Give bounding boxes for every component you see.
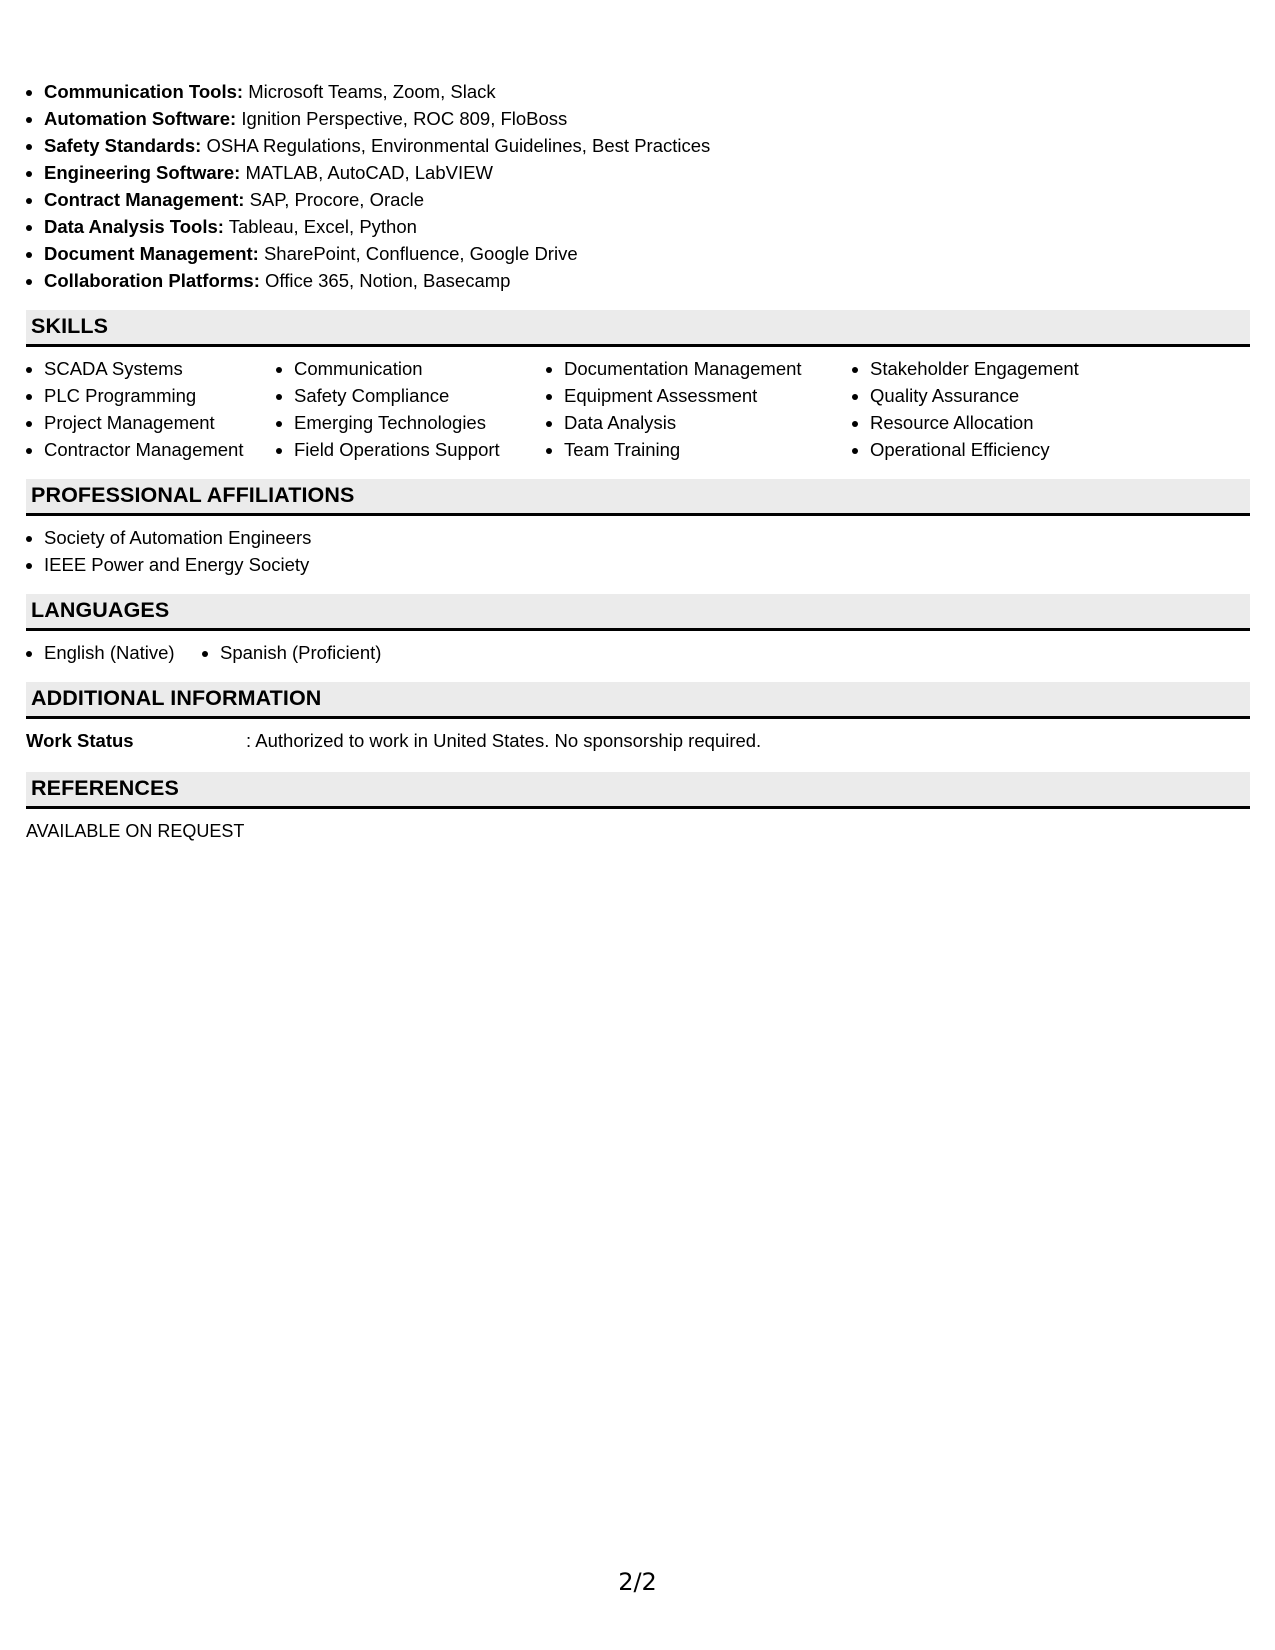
work-status-value: : Authorized to work in United States. No sponsorship required.: [246, 730, 762, 751]
skill-item: • Team Training: [564, 436, 852, 463]
list-item: [44, 159, 1250, 186]
tool-category: Automation Software:: [44, 108, 237, 129]
skill-item: • Stakeholder Engagement: [870, 355, 1170, 382]
resume-page: [26, 78, 1250, 845]
affiliations-list: [26, 524, 1250, 578]
language-item: • Spanish (Proficient): [220, 639, 381, 666]
language-item: • English (Native): [44, 639, 202, 666]
work-status-label: Work Status: [26, 730, 134, 751]
skill-item: • Data Analysis: [564, 409, 852, 436]
list-item: [44, 78, 1250, 105]
skill-item: • PLC Programming: [44, 382, 276, 409]
affiliations-heading: PROFESSIONAL AFFILIATIONS: [26, 479, 1250, 516]
skill-item: • Documentation Management: [564, 355, 852, 382]
list-item: [44, 105, 1250, 132]
tool-values: Office 365, Notion, Basecamp: [265, 270, 511, 291]
skill-item: • Quality Assurance: [870, 382, 1170, 409]
skill-item: • Safety Compliance: [294, 382, 546, 409]
list-item: [44, 267, 1250, 294]
skill-item: • SCADA Systems: [44, 355, 276, 382]
list-item: [44, 186, 1250, 213]
list-item: • Society of Automation Engineers: [44, 524, 1250, 551]
skills-grid: [26, 355, 1250, 463]
tool-values: Tableau, Excel, Python: [228, 216, 417, 237]
languages-heading: LANGUAGES: [26, 594, 1250, 631]
tool-category: Safety Standards:: [44, 135, 202, 156]
references-text: AVAILABLE ON REQUEST: [26, 821, 245, 841]
list-item: [44, 240, 1250, 267]
language-column: [202, 639, 381, 666]
tools-list: [26, 78, 1250, 294]
list-item: [44, 213, 1250, 240]
language-column: [26, 639, 202, 666]
skills-heading: SKILLS: [26, 310, 1250, 347]
list-item: [44, 132, 1250, 159]
tool-category: Data Analysis Tools:: [44, 216, 224, 237]
additional-info-heading: ADDITIONAL INFORMATION: [26, 682, 1250, 719]
tool-values: SharePoint, Confluence, Google Drive: [263, 243, 578, 264]
tool-category: Engineering Software:: [44, 162, 241, 183]
tool-category: Communication Tools:: [44, 81, 244, 102]
skill-item: • Project Management: [44, 409, 276, 436]
skills-column: [26, 355, 276, 463]
tool-category: Collaboration Platforms:: [44, 270, 260, 291]
languages-list: [26, 639, 1250, 666]
skill-item: • Emerging Technologies: [294, 409, 546, 436]
list-item: • IEEE Power and Energy Society: [44, 551, 1250, 578]
tool-category: Contract Management:: [44, 189, 245, 210]
skills-column: [276, 355, 546, 463]
tool-values: SAP, Procore, Oracle: [249, 189, 425, 210]
skill-item: • Contractor Management: [44, 436, 276, 463]
references-heading: REFERENCES: [26, 772, 1250, 809]
tool-values: Microsoft Teams, Zoom, Slack: [248, 81, 496, 102]
skill-item: • Equipment Assessment: [564, 382, 852, 409]
tool-values: MATLAB, AutoCAD, LabVIEW: [245, 162, 493, 183]
tool-category: Document Management:: [44, 243, 259, 264]
skills-column: [546, 355, 852, 463]
skill-item: • Communication: [294, 355, 546, 382]
skill-item: • Resource Allocation: [870, 409, 1170, 436]
tool-values: OSHA Regulations, Environmental Guidelines, Best Practices: [206, 135, 711, 156]
skills-column: [852, 355, 1170, 463]
skill-item: • Field Operations Support: [294, 436, 546, 463]
work-status-row: [26, 727, 1250, 754]
page-number: 2/2: [618, 1568, 657, 1596]
skill-item: • Operational Efficiency: [870, 436, 1170, 463]
tool-values: Ignition Perspective, ROC 809, FloBoss: [241, 108, 568, 129]
